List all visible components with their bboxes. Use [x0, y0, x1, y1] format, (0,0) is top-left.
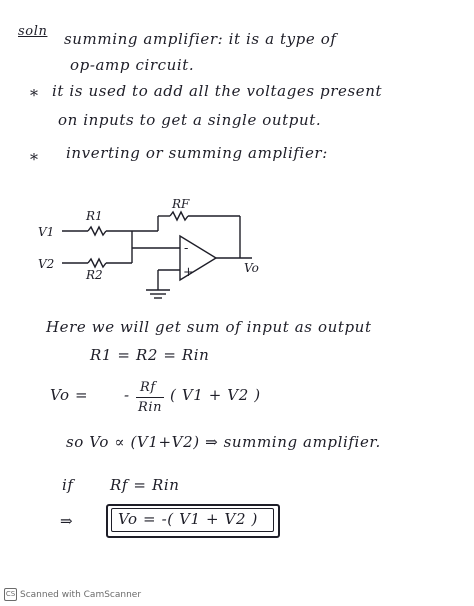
bullet-2-heading: inverting or summing amplifier:: [66, 144, 328, 162]
r2-resistor: [88, 259, 106, 267]
explanation-here: Here we will get sum of input as output: [46, 318, 372, 336]
r1-label: R1: [86, 209, 103, 223]
intro-line-2: op-amp circuit.: [70, 56, 195, 74]
r2-label: R2: [86, 268, 103, 282]
minus-input-label: -: [184, 241, 189, 256]
vo-formula-label: Vo =: [50, 386, 89, 404]
rf-label: RF: [172, 197, 190, 211]
plus-input-label: +: [183, 265, 194, 280]
bullet-1-line-1: it is used to add all the voltages present: [52, 82, 383, 100]
scanner-footer: [0, 588, 141, 601]
soln-label: soln: [18, 24, 48, 39]
if-condition: Rf = Rin: [110, 476, 180, 494]
if-label: if: [62, 476, 74, 494]
rf-resistor: [170, 212, 188, 220]
intro-line-1: summing amplifier: it is a type of: [64, 30, 337, 48]
result-formula: Vo = -( V1 + V2 ): [118, 510, 258, 528]
vo-label: Vo: [244, 261, 259, 275]
result-arrow: ⇒: [60, 512, 74, 530]
bullet-2-mark: *: [30, 150, 39, 169]
fraction-bar: [136, 397, 164, 398]
vo-formula-paren: ( V1 + V2 ): [170, 386, 261, 404]
proportional-line: so Vo ∝ (V1+V2) ⇒ summing amplifier.: [66, 433, 381, 451]
vo-formula-denominator: Rin: [138, 400, 163, 415]
v2-label: V2: [38, 257, 55, 271]
bullet-1-line-2: on inputs to get a single output.: [58, 111, 322, 129]
camscanner-logo: CS: [4, 588, 17, 601]
r1-resistor: [88, 227, 106, 235]
scanner-text: Scanned with CamScanner: [20, 589, 142, 600]
resistor-condition: R1 = R2 = Rin: [90, 346, 210, 364]
vo-formula-numerator: Rf: [140, 380, 156, 395]
bullet-1-mark: *: [30, 86, 39, 105]
v1-label: V1: [38, 225, 55, 239]
vo-formula-sign: -: [124, 386, 130, 404]
